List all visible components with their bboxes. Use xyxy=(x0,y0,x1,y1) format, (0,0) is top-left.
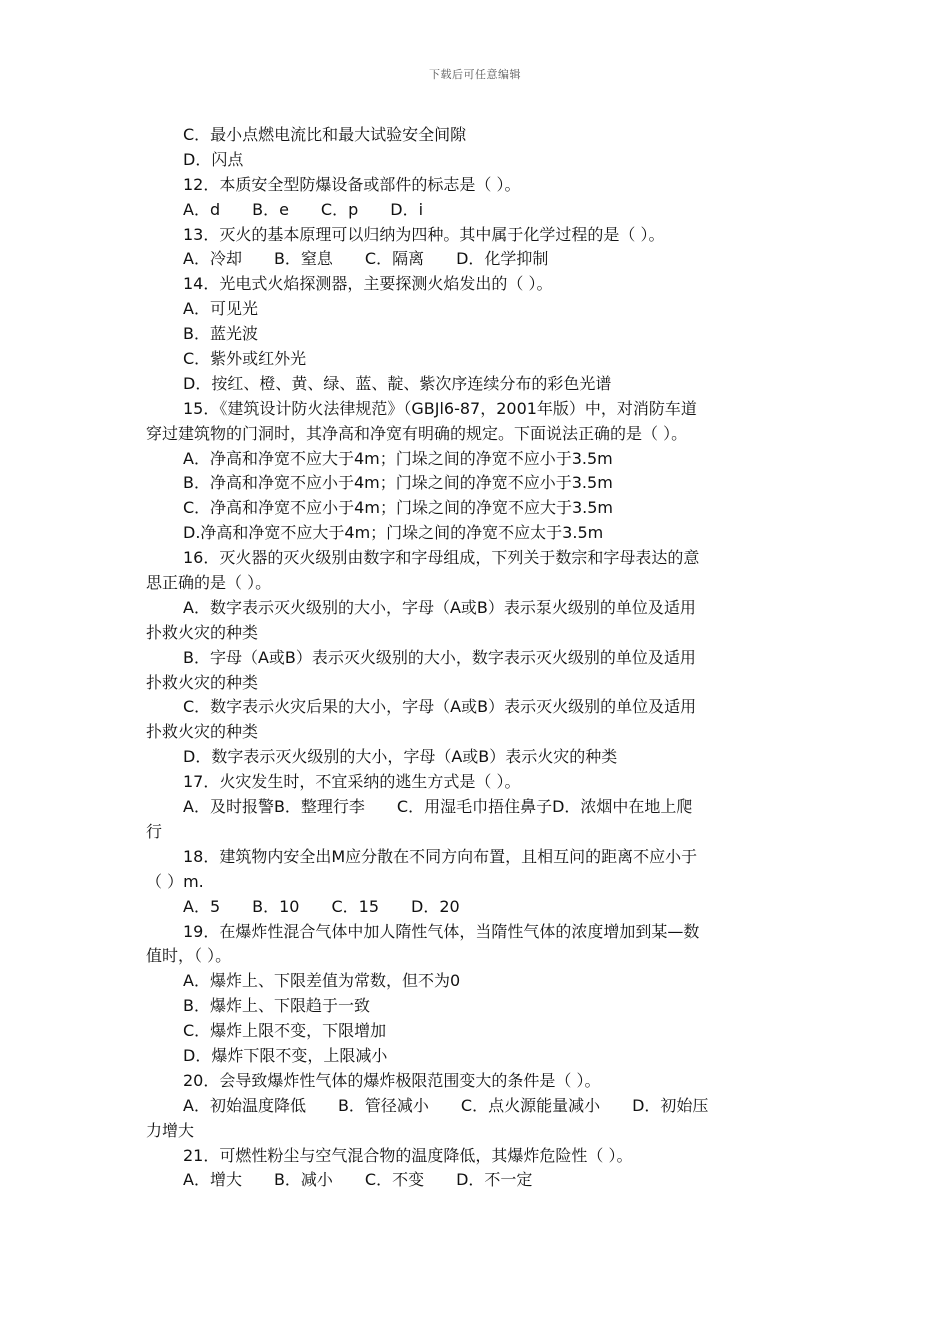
text-line: 16．灭火器的灭火级别由数字和字母组成，下列关于数宗和字母表达的意 xyxy=(183,548,700,568)
text-line: A．增大 B．减小 C．不变 D．不一定 xyxy=(183,1170,533,1190)
text-line: A．爆炸上、下限差值为常数，但不为0 xyxy=(183,971,461,991)
text-line: A．5 B．10 C．15 D．20 xyxy=(183,896,460,916)
text-line: 13．灭火的基本原理可以归纳为四种。其中属于化学过程的是（ ）。 xyxy=(183,224,665,244)
text-line: D.净高和净宽不应大于4m；门垛之间的净宽不应太于3.5m xyxy=(183,523,604,543)
text-line: 力增大 xyxy=(146,1120,195,1140)
text-line: 18．建筑物内安全出M应分散在不同方向布置，且相互问的距离不应小于 xyxy=(183,846,698,866)
text-line: A．数字表示灭火级别的大小，字母（A或B）表示泵火级别的单位及适用 xyxy=(183,597,696,617)
text-line: C．净高和净宽不应小于4m；门垛之间的净宽不应大于3.5m xyxy=(183,498,613,518)
text-line: A．及时报警B．整理行李 C．用湿毛巾捂住鼻子D．浓烟中在地上爬 xyxy=(183,797,693,817)
text-line: 穿过建筑物的门洞时，其净高和净宽有明确的规定。下面说法正确的是（ ）。 xyxy=(146,423,688,443)
document-body xyxy=(146,123,806,1193)
text-line: 21．可燃性粉尘与空气混合物的温度降低，其爆炸危险性（ ）。 xyxy=(183,1145,633,1165)
text-line: 20．会导致爆炸性气体的爆炸极限范围变大的条件是（ ）。 xyxy=(183,1070,601,1090)
text-line: 扑救火灾的种类 xyxy=(146,672,259,692)
text-line: C．最小点燃电流比和最大试验安全间隙 xyxy=(183,125,467,144)
text-line: D．闪点 xyxy=(183,149,244,169)
text-line: D．数字表示灭火级别的大小，字母（A或B）表示火灾的种类 xyxy=(183,747,618,767)
text-line: 扑救火灾的种类 xyxy=(146,722,259,742)
text-line: C．紫外或红外光 xyxy=(183,349,307,369)
text-line: A．d B．e C．p D．i xyxy=(183,199,424,219)
text-line: D．爆炸下限不变，上限减小 xyxy=(183,1045,388,1065)
text-line: 15．《建筑设计防火法律规范》（GBJl6-87，2001年版）中，对消防车道 xyxy=(183,398,697,418)
page-header: 下载后可任意编辑 xyxy=(429,68,521,81)
text-line: A．冷却 B．窒息 C．隔离 D．化学抑制 xyxy=(183,249,549,269)
text-line: B．净高和净宽不应小于4m；门垛之间的净宽不应小于3.5m xyxy=(183,473,613,493)
text-line: 17．火灾发生时，不宜采纳的逃生方式是（ ）。 xyxy=(183,772,521,792)
text-line: 12．本质安全型防爆设备或部件的标志是（ ）。 xyxy=(183,174,521,194)
text-line: A．净高和净宽不应大于4m；门垛之间的净宽不应小于3.5m xyxy=(183,448,613,468)
text-line: C．爆炸上限不变，下限增加 xyxy=(183,1021,387,1041)
text-line: 行 xyxy=(146,821,163,841)
text-line: A．初始温度降低 B．管径减小 C．点火源能量减小 D．初始压 xyxy=(183,1095,709,1115)
text-line: B．蓝光波 xyxy=(183,324,258,344)
text-line: B．爆炸上、下限趋于一致 xyxy=(183,996,370,1016)
text-line: B．字母（A或B）表示灭火级别的大小，数字表示灭火级别的单位及适用 xyxy=(183,647,696,667)
text-line: 思正确的是（ ）。 xyxy=(146,573,272,593)
text-line: 扑救火灾的种类 xyxy=(146,622,259,642)
text-line: 14．光电式火焰探测器，主要探测火焰发出的（ ）。 xyxy=(183,274,553,294)
text-line: 19．在爆炸性混合气体中加人隋性气体，当隋性气体的浓度增加到某—数 xyxy=(183,921,700,941)
text-line: D．按红、橙、黄、绿、蓝、靛、紫次序连续分布的彩色光谱 xyxy=(183,373,612,393)
text-line: 值时，（ ）。 xyxy=(146,946,232,966)
text-line: A．可见光 xyxy=(183,299,258,319)
text-line: C．数字表示火灾后果的大小，字母（A或B）表示灭火级别的单位及适用 xyxy=(183,697,697,717)
text-line: （ ）m. xyxy=(146,871,204,891)
